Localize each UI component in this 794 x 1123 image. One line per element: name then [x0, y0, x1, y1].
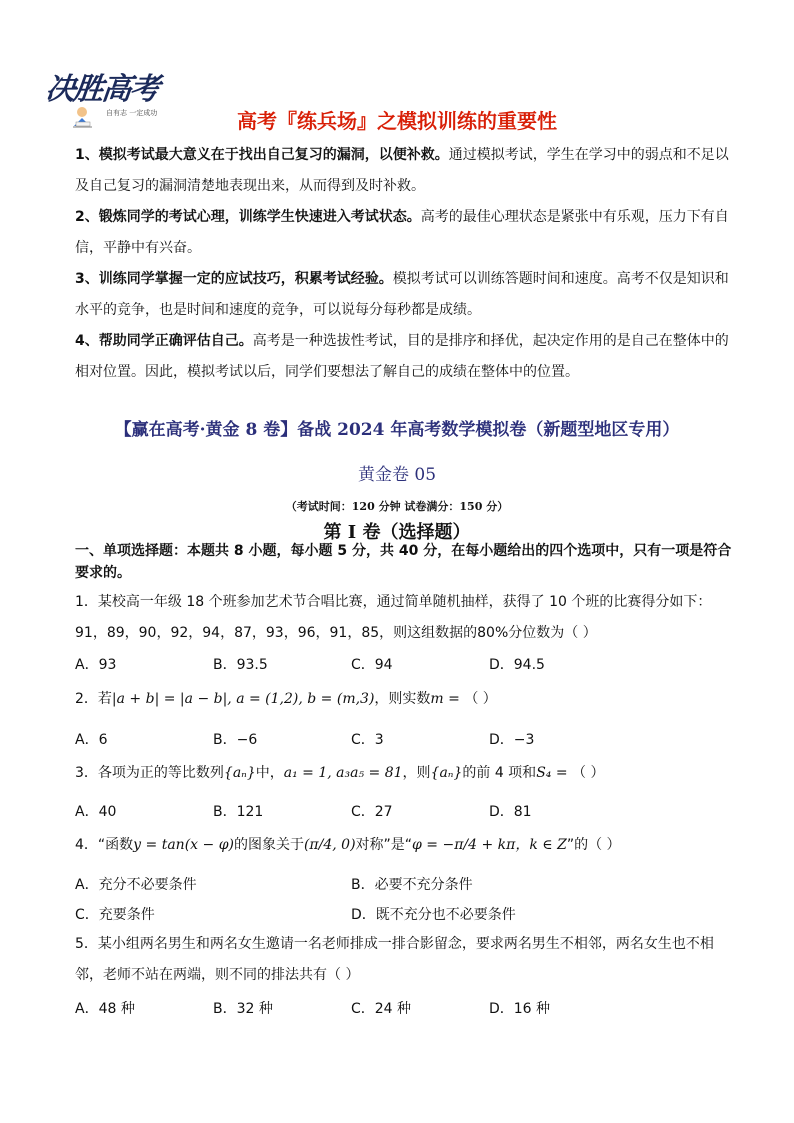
question-3-math: a₁ = 1, a₃a₅ = 81 — [283, 765, 403, 781]
option-d: D．16 种 — [489, 1001, 551, 1017]
option-d: D．既不充分也不必要条件 — [351, 907, 516, 923]
option-a: A．40 — [75, 804, 117, 820]
point-3-rest: 模拟考试可以训练答题时间和速度。高考不仅是知识和水平的竞争，也是时间和速度的竞争，可以说每分每秒都是成绩。 — [75, 271, 729, 318]
option-b: B．121 — [213, 804, 264, 820]
question-3-seq2: {aₙ} — [430, 765, 463, 781]
question-2 — [75, 684, 735, 715]
option-a: A．48 种 — [75, 1001, 135, 1017]
question-3-stem-b: 中， — [255, 765, 284, 781]
question-4-stem-d: ”的（ ） — [566, 837, 621, 853]
option-a: A．6 — [75, 732, 108, 748]
point-4 — [75, 326, 735, 388]
question-2-options — [75, 729, 735, 753]
question-3-seq: {aₙ} — [223, 765, 256, 781]
option-b: B．32 种 — [213, 1001, 273, 1017]
point-4-bold: 4、帮助同学正确评估自己。 — [75, 333, 253, 349]
question-2-stem-a: 2．若 — [75, 691, 112, 707]
point-2-bold: 2、锻炼同学的考试心理，训练学生快速进入考试状态。 — [75, 209, 421, 225]
question-3 — [75, 758, 735, 789]
question-4-stem-b: 的图象关于 — [233, 837, 304, 853]
option-b: B．−6 — [213, 732, 258, 748]
question-5-options — [75, 998, 735, 1022]
instruction: 一、单项选择题：本题共 8 小题，每小题 5 分，共 40 分，在每小题给出的四个选项中，只有一项是符合要求的。 — [75, 543, 732, 581]
option-c: C．27 — [351, 804, 393, 820]
question-2-stem-c: = （ ） — [443, 691, 497, 707]
option-d: D．94.5 — [489, 657, 545, 673]
option-a: A．93 — [75, 657, 117, 673]
question-3-s4: S₄ — [536, 765, 552, 781]
point-1-bold: 1、模拟考试最大意义在于找出自己复习的漏洞，以便补救。 — [75, 147, 449, 163]
point-2-rest: 高考的最佳心理状态是紧张中有乐观，压力下有自信，平静中有兴奋。 — [75, 209, 729, 256]
option-d: D．−3 — [489, 732, 535, 748]
question-4-func: y = tan(x − φ) — [133, 837, 234, 853]
question-4-stem-c: 对称”是“ — [355, 837, 413, 853]
option-b: B．93.5 — [213, 657, 268, 673]
question-3-stem-d: 的前 4 项和 — [462, 765, 537, 781]
question-1-options — [75, 654, 735, 678]
question-2-stem-b: ，则实数 — [374, 691, 431, 707]
question-3-stem-c: ，则 — [402, 765, 431, 781]
question-2-math: |a + b| = |a − b|, a = (1,2), b = (m,3) — [111, 691, 375, 707]
point-1 — [75, 140, 735, 202]
question-5: 5．某小组两名男生和两名女生邀请一名老师排成一排合影留念，要求两名男生不相邻，两名女生也不相邻，老师不站在两端，则不同的排法共有（ ） — [75, 936, 714, 983]
option-c: C．3 — [351, 732, 384, 748]
question-4-stem-a: 4．“函数 — [75, 837, 134, 853]
question-3-stem-a: 3．各项为正的等比数列 — [75, 765, 224, 781]
option-b: B．必要不充分条件 — [351, 877, 473, 893]
option-d: D．81 — [489, 804, 532, 820]
question-4 — [75, 830, 735, 861]
question-4-options-row1 — [75, 874, 735, 898]
volume-title: 黄金卷 05 — [357, 465, 437, 485]
question-4-point: (π/4, 0) — [303, 837, 356, 853]
option-a: A．充分不必要条件 — [75, 877, 197, 893]
point-3-bold: 3、训练同学掌握一定的应试技巧，积累考试经验。 — [75, 271, 393, 287]
section-title: 第 I 卷（选择题） — [323, 522, 471, 543]
point-1-rest: 通过模拟考试，学生在学习中的弱点和不足以及自己复习的漏洞清楚地表现出来，从而得到及时补救。 — [75, 147, 729, 194]
point-2 — [75, 202, 735, 264]
point-4-rest: 高考是一种选拔性考试，目的是排序和择优，起决定作用的是自己在整体中的相对位置。因此，模拟考试以后，同学们要想法了解自己的成绩在整体中的位置。 — [75, 333, 729, 380]
question-2-var: m — [430, 691, 444, 707]
option-c: C．充要条件 — [75, 907, 155, 923]
page-title: 高考『练兵场』之模拟训练的重要性 — [237, 109, 557, 133]
logo-subtitle: 自有志 一定成功 — [106, 109, 158, 117]
question-3-stem-e: = （ ） — [551, 765, 605, 781]
question-4-options-row2 — [75, 904, 735, 928]
option-c: C．24 种 — [351, 1001, 412, 1017]
series-title: 【赢在高考·黄金 8 卷】备战 2024 年高考数学模拟卷（新题型地区专用） — [114, 420, 680, 440]
question-3-options — [75, 801, 735, 825]
option-c: C．94 — [351, 657, 393, 673]
question-4-cond: φ = −π/4 + kπ，k ∈ Z — [412, 837, 567, 853]
point-3 — [75, 264, 735, 326]
question-1: 1．某校高一年级 18 个班参加艺术节合唱比赛，通过简单随机抽样，获得了 10 个班的比赛得分如下：91，89，90，92，94，87，93，96，91，85，则这组数据的80%分位数为（ ） — [75, 594, 712, 641]
logo-text: 决胜高考 — [43, 72, 160, 107]
time-note: （考试时间：120 分钟 试卷满分：150 分） — [285, 500, 509, 513]
